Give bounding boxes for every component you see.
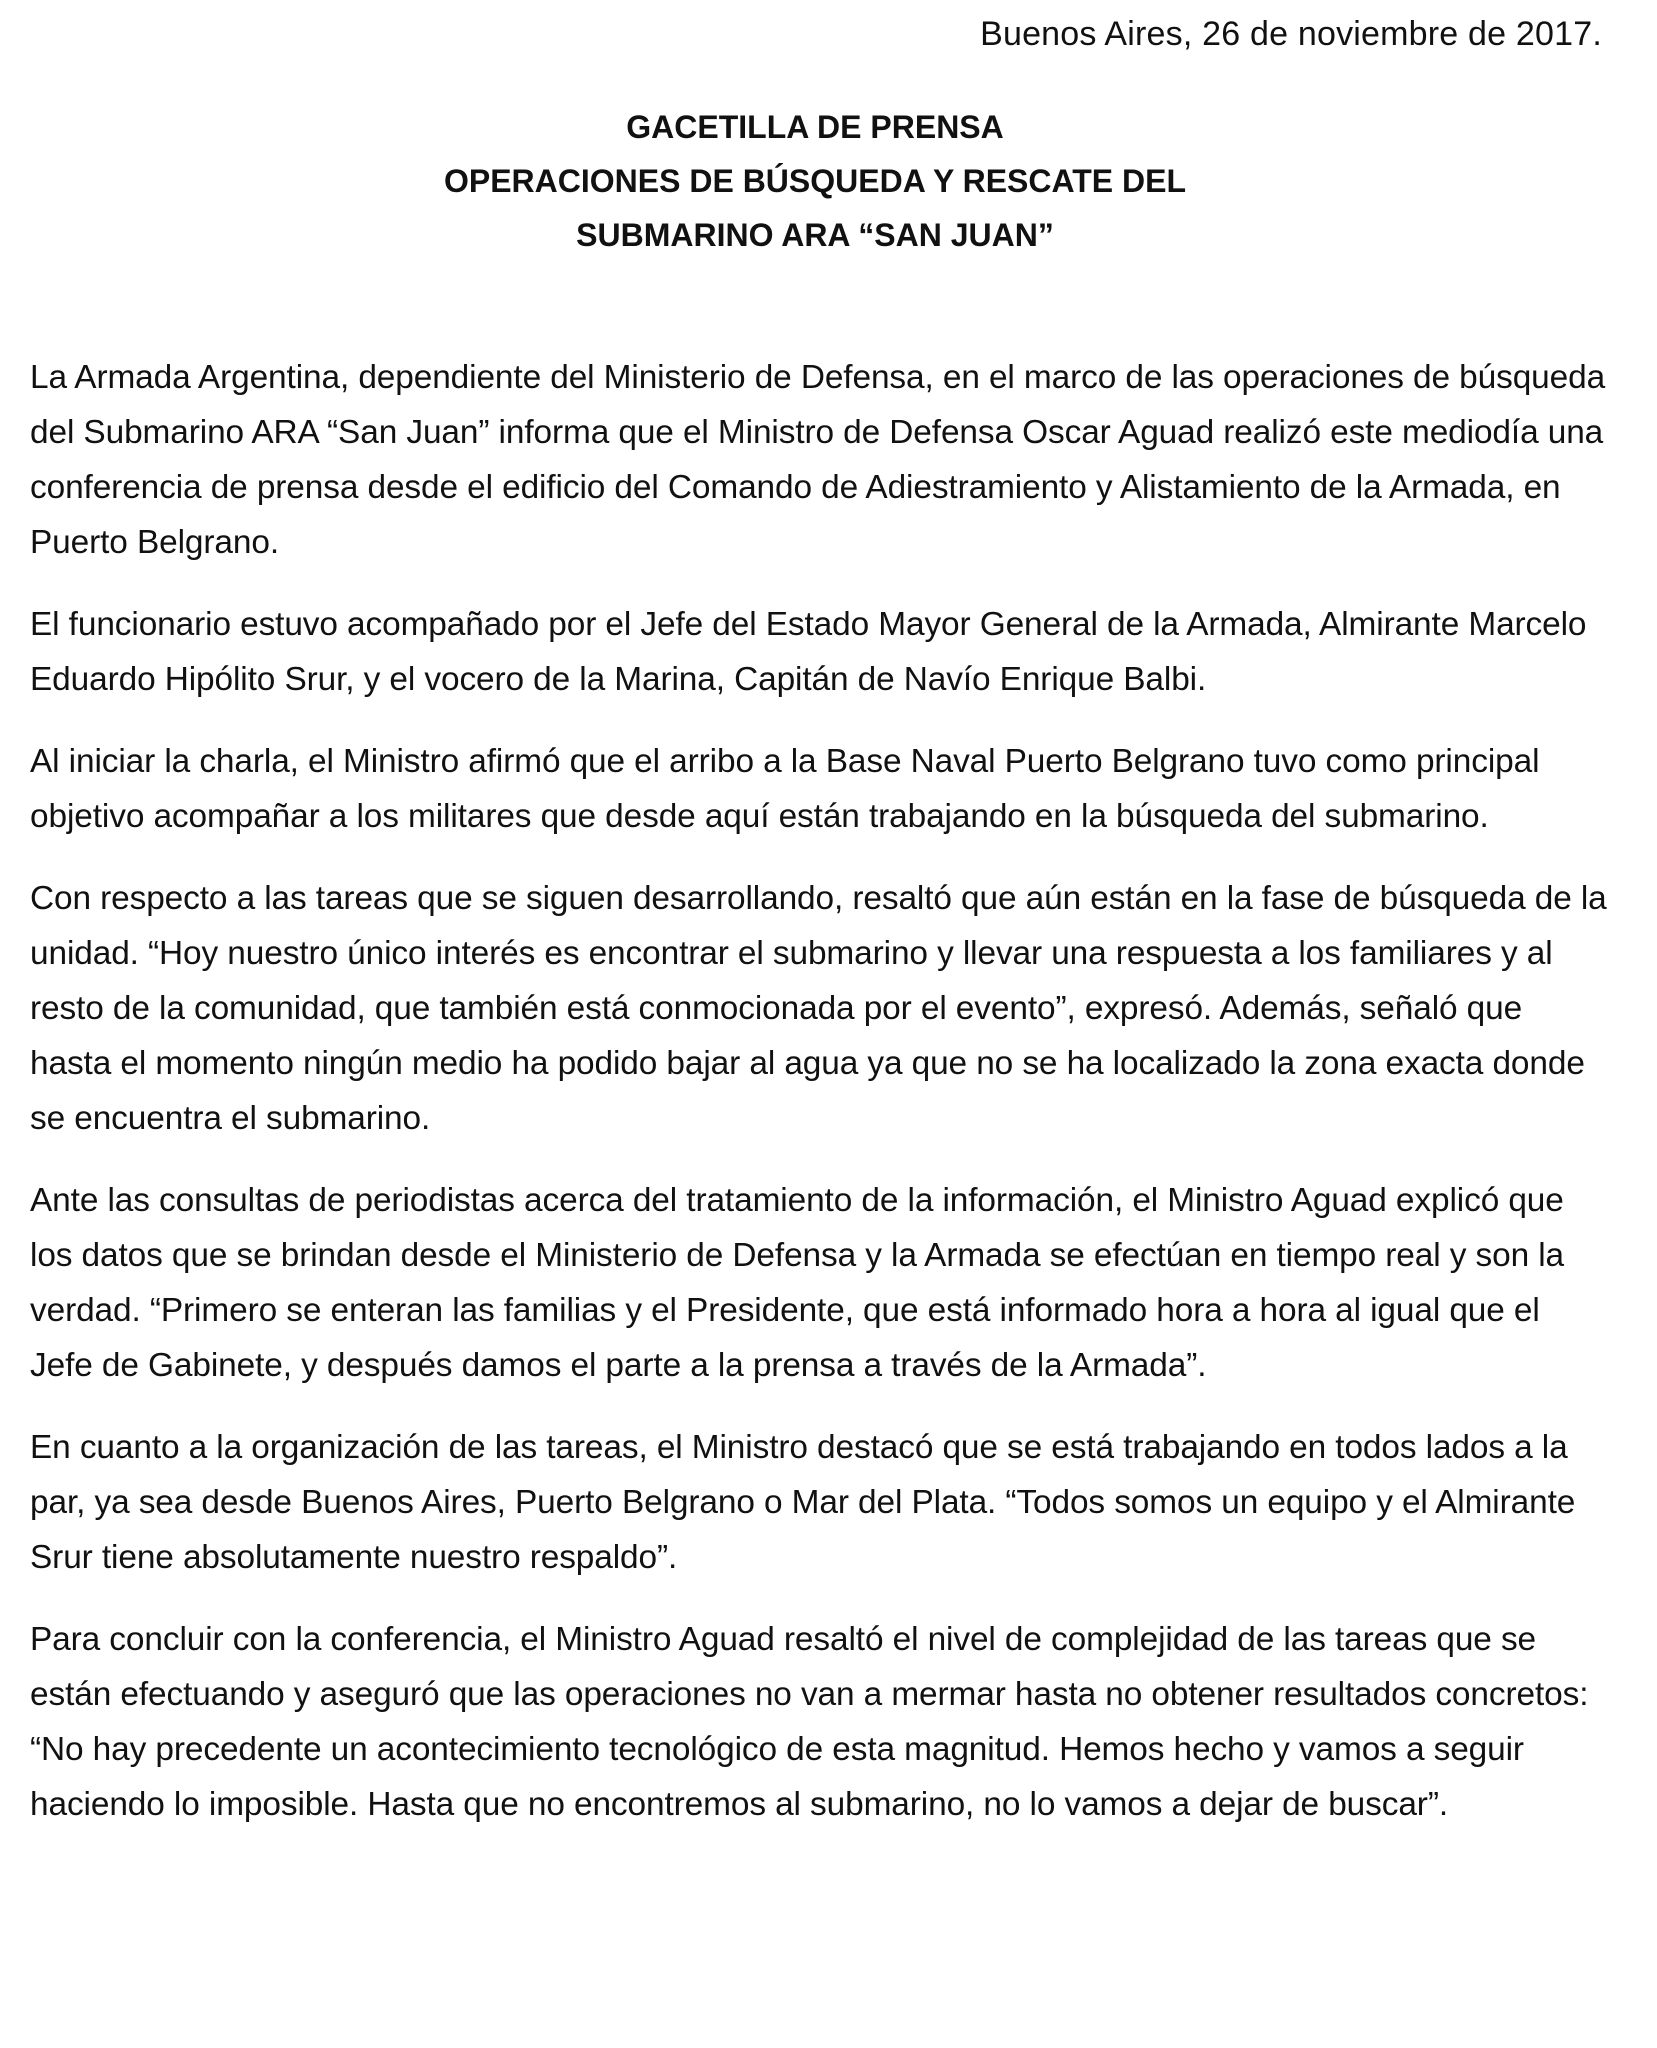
document-body bbox=[30, 350, 1610, 1859]
document-title bbox=[0, 100, 1630, 262]
paragraph-6: En cuanto a la organización de las tareas, el Ministro destacó que se está trabajando en todos lados a la par, ya sea desde Buenos Aires, Puerto Belgrano o Mar del Plata. “Todos somos un equipo y el Almirante Srur tiene absolutamente nuestro respaldo”. bbox=[30, 1429, 1576, 1576]
paragraph-4: Con respecto a las tareas que se siguen desarrollando, resaltó que aún están en la fase de búsqueda de la unidad. “Hoy nuestro único interés es encontrar el submarino y llevar una respuesta a los familiares y al resto de la comunidad, que también está conmocionada por el evento”, expresó. Además, señaló que hasta el momento ningún medio ha podido bajar al agua ya que no se ha localizado la zona exacta donde se encuentra el submarino. bbox=[30, 880, 1607, 1137]
paragraph-1: La Armada Argentina, dependiente del Ministerio de Defensa, en el marco de las operaciones de búsqueda del Submarino ARA “San Juan” informa que el Ministro de Defensa Oscar Aguad realizó este mediodía una conferencia de prensa desde el edificio del Comando de Adiestramiento y Alistamiento de la Armada, en Puerto Belgrano. bbox=[30, 359, 1606, 561]
paragraph-7: Para concluir con la conferencia, el Ministro Aguad resaltó el nivel de complejidad de las tareas que se están efectuando y aseguró que las operaciones no van a mermar hasta no obtener resultados concretos: “No hay precedente un acontecimiento tecnológico de esta magnitud. Hemos hecho y vamos a seguir haciendo lo imposible. Hasta que no encontremos al submarino, no lo vamos a dejar de buscar”. bbox=[30, 1621, 1589, 1823]
title-line-2: OPERACIONES DE BÚSQUEDA Y RESCATE DEL bbox=[443, 163, 1187, 199]
paragraph-2: El funcionario estuvo acompañado por el Jefe del Estado Mayor General de la Armada, Almirante Marcelo Eduardo Hipólito Srur, y el vocero de la Marina, Capitán de Navío Enrique Balbi. bbox=[30, 606, 1587, 698]
date-line: Buenos Aires, 26 de noviembre de 2017. bbox=[980, 15, 1602, 53]
paragraph-3: Al iniciar la charla, el Ministro afirmó que el arribo a la Base Naval Puerto Belgrano tuvo como principal objetivo acompañar a los militares que desde aquí están trabajando en la búsqueda del submarino. bbox=[30, 743, 1540, 835]
paragraph-5: Ante las consultas de periodistas acerca del tratamiento de la información, el Ministro Aguad explicó que los datos que se brindan desde el Ministerio de Defensa y la Armada se efectúan en tiempo real y son la verdad. “Primero se enteran las familias y el Presidente, que está informado hora a hora al igual que el Jefe de Gabinete, y después damos el parte a la prensa a través de la Armada”. bbox=[30, 1182, 1565, 1384]
title-line-3: SUBMARINO ARA “SAN JUAN” bbox=[576, 217, 1054, 253]
title-line-1: GACETILLA DE PRENSA bbox=[626, 109, 1004, 145]
